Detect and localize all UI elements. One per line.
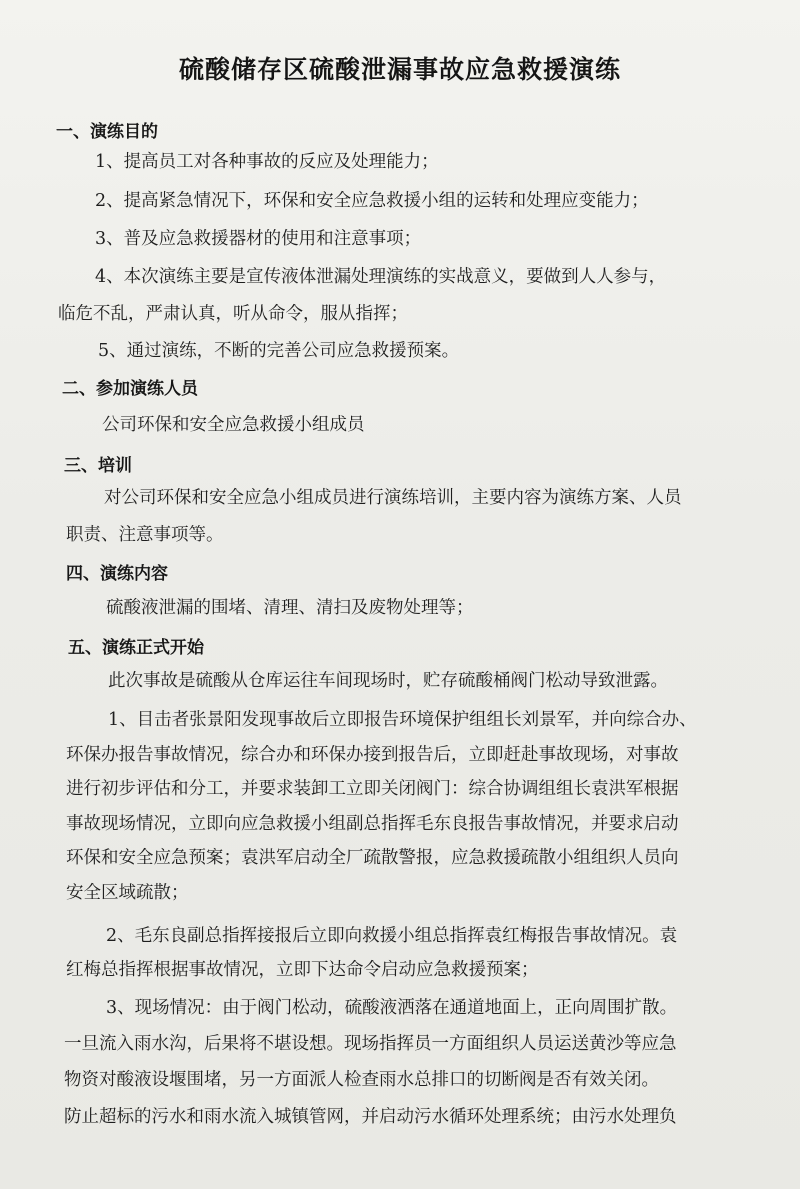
- training-line-1: 对公司环保和安全应急小组成员进行演练培训，主要内容为演练方案、人员: [104, 488, 682, 508]
- start-line-12: 物资对酸液设堰围堵，另一方面派人检查雨水总排口的切断阀是否有效关闭。: [64, 1070, 659, 1090]
- start-line-4: 进行初步评估和分工，并要求装卸工立即关闭阀门：综合协调组组长袁洪军根据: [66, 779, 679, 799]
- section-heading-purpose: 一、演练目的: [56, 122, 158, 142]
- start-line-1: 此次事故是硫酸从仓库运往车间现场时，贮存硫酸桶阀门松动导致泄露。: [108, 671, 668, 691]
- participants-line: 公司环保和安全应急救援小组成员: [102, 415, 365, 435]
- section-heading-content: 四、演练内容: [66, 564, 168, 584]
- content-line: 硫酸液泄漏的围堵、清理、清扫及废物处理等；: [106, 598, 474, 618]
- purpose-line-3: 3、普及应急救援器材的使用和注意事项；: [95, 229, 422, 249]
- start-line-6: 环保和安全应急预案；袁洪军启动全厂疏散警报，应急救援疏散小组组织人员向: [66, 848, 679, 868]
- start-line-9: 红梅总指挥根据事故情况，立即下达命令启动应急救援预案；: [66, 960, 539, 980]
- purpose-line-1: 1、提高员工对各种事故的反应及处理能力；: [95, 152, 439, 172]
- start-line-7: 安全区域疏散；: [66, 883, 189, 903]
- training-line-2: 职责、注意事项等。: [66, 525, 224, 545]
- section-heading-participants: 二、参加演练人员: [62, 379, 198, 399]
- start-line-8: 2、毛东良副总指挥接报后立即向救援小组总指挥袁红梅报告事故情况。袁: [106, 926, 678, 946]
- start-line-3: 环保办报告事故情况，综合办和环保办接到报告后，立即赶赴事故现场，对事故: [66, 745, 679, 765]
- start-line-10: 3、现场情况：由于阀门松动，硫酸液洒落在通道地面上，正向周围扩散。: [106, 998, 678, 1018]
- section-heading-training: 三、培训: [64, 456, 132, 476]
- section-heading-start: 五、演练正式开始: [68, 638, 204, 658]
- document-title: 硫酸储存区硫酸泄漏事故应急救援演练: [178, 55, 621, 84]
- start-line-11: 一旦流入雨水沟，后果将不堪设想。现场指挥员一方面组织人员运送黄沙等应急: [64, 1034, 677, 1054]
- start-line-5: 事故现场情况，立即向应急救援小组副总指挥毛东良报告事故情况，并要求启动: [66, 814, 679, 834]
- start-line-2: 1、目击者张景阳发现事故后立即报告环境保护组组长刘景军，并向综合办、: [108, 710, 697, 730]
- purpose-line-2: 2、提高紧急情况下，环保和安全应急救援小组的运转和处理应变能力；: [95, 191, 649, 211]
- purpose-line-4-cont: 临危不乱，严肃认真，听从命令，服从指挥；: [58, 304, 408, 324]
- start-line-13: 防止超标的污水和雨水流入城镇管网，并启动污水循环处理系统；由污水处理负: [64, 1107, 677, 1127]
- purpose-line-4: 4、本次演练主要是宣传液体泄漏处理演练的实战意义，要做到人人参与，: [95, 267, 667, 287]
- purpose-line-5: 5、通过演练，不断的完善公司应急救援预案。: [98, 341, 460, 361]
